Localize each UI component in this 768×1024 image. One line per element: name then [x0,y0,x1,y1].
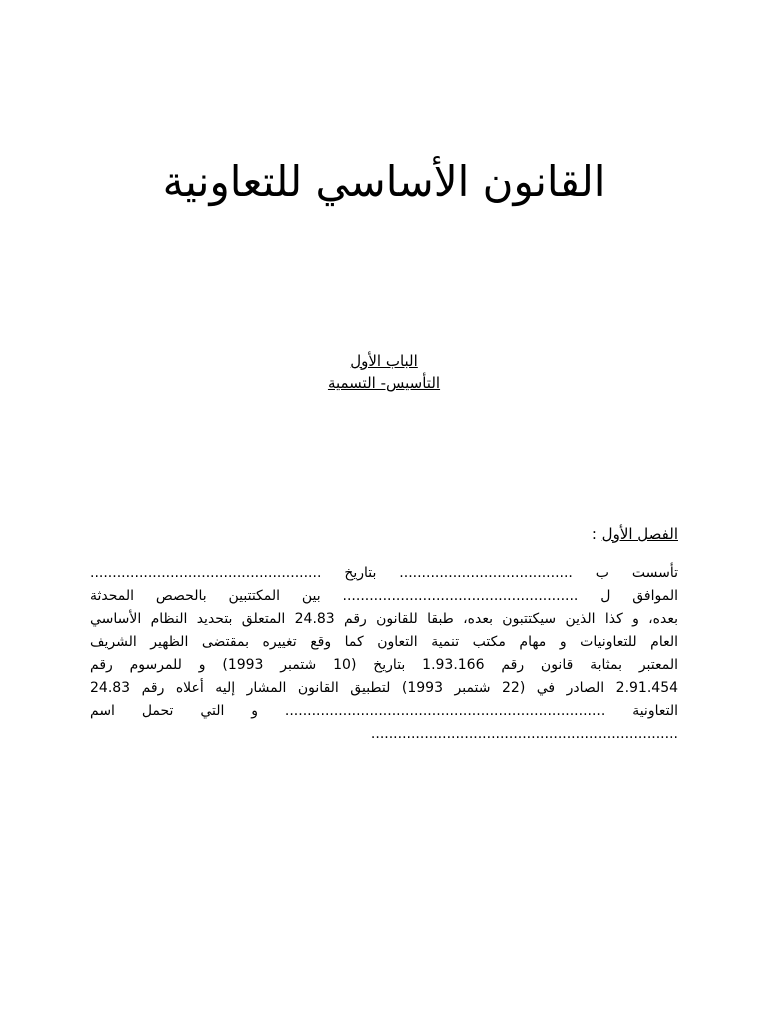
body-line: الموافق ل ..................................................... بين المكتتبين بالحصص المحدثة [90,588,678,604]
chapter-subtitle: التأسيس- التسمية [327,374,441,392]
section-colon: : [591,525,602,543]
section-name: الفصل الأول [601,525,678,543]
body-line: المعتبر بمثابة قانون رقم 1.93.166 بتاريخ (10 شتمبر 1993) و للمرسوم رقم [90,657,678,673]
body-line: ..................................................................... [370,726,678,742]
body-line: بعده، و كذا الذين سيكتتبون بعده، طبقا للقانون رقم 24.83 المتعلق بتحديد النظام الأساسي [90,611,678,627]
body-line: العام للتعاونيات و مهام مكتب تنمية التعاون كما وقع تغييره بمقتضى الظهير الشريف [90,634,678,650]
body-line: 2.91.454 الصادر في (22 شتمبر 1993) لتطبيق القانون المشار إليه أعلاه رقم 24.83 [90,680,678,696]
body-line: تأسست ب ....................................... بتاريخ .................................................... [90,565,678,581]
document-title: القانون الأساسي للتعاونية [162,157,606,206]
article-body [90,562,678,746]
body-line: التعاونية ........................................................................ و التي تحمل اسم [90,703,678,719]
chapter-name: الباب الأول [350,352,418,370]
section-heading [400,523,678,545]
chapter-heading [200,350,568,394]
